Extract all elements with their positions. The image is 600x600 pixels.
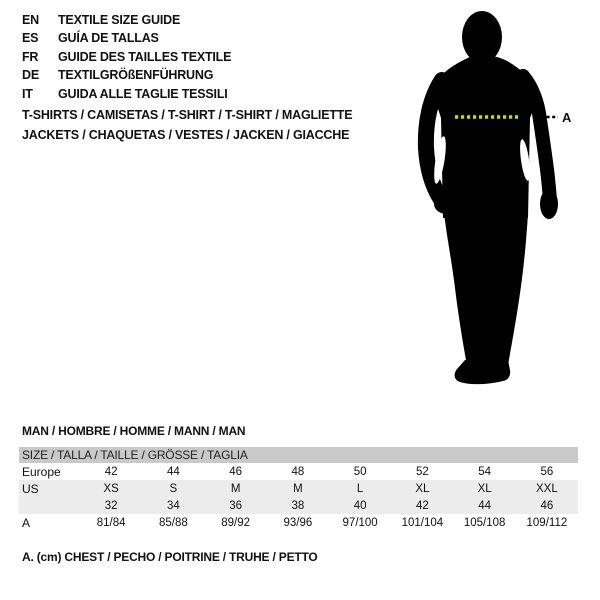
lang-code: EN <box>22 13 39 27</box>
size-cell: XXL <box>536 482 558 495</box>
size-cell: 97/100 <box>342 516 378 529</box>
lang-label: TEXTILE SIZE GUIDE <box>58 13 181 27</box>
size-cell: 40 <box>353 499 367 512</box>
section-heading-man: MAN / HOMBRE / HOMME / MANN / MAN <box>22 424 246 438</box>
size-cell: 54 <box>478 465 492 478</box>
size-cell: 44 <box>478 499 492 512</box>
size-cell: M <box>230 482 241 495</box>
size-cell: 48 <box>291 465 305 478</box>
size-table <box>19 447 578 531</box>
size-cell: 85/88 <box>158 516 188 529</box>
measurement-footnote: A. (cm) CHEST / PECHO / POITRINE / TRUHE / PETTO <box>22 550 318 564</box>
product-line-tshirts: T-SHIRTS / CAMISETAS / T-SHIRT / T-SHIRT / MAGLIETTE <box>22 108 353 122</box>
size-figure <box>415 8 575 398</box>
measurement-a-label: A <box>562 110 572 125</box>
size-cell: 109/112 <box>526 516 568 529</box>
size-cell: 52 <box>415 465 429 478</box>
size-cell: 46 <box>540 499 554 512</box>
size-cell: 32 <box>104 499 118 512</box>
lang-label: GUÍA DE TALLAS <box>58 31 159 46</box>
size-cell: 50 <box>353 465 367 478</box>
lang-code: FR <box>22 49 39 64</box>
silhouette-body <box>434 11 558 384</box>
size-cell: S <box>169 482 178 495</box>
size-cell: L <box>356 482 364 495</box>
size-cell: 36 <box>229 499 243 512</box>
lang-code: IT <box>22 86 33 101</box>
lang-row-fr <box>22 48 231 66</box>
row-label: A <box>22 515 31 530</box>
table-row-us <box>19 480 578 497</box>
table-row-europe <box>19 463 578 480</box>
size-cell: 42 <box>104 465 118 478</box>
size-cell: XL <box>477 482 492 495</box>
table-row-numeric <box>19 497 578 514</box>
size-cell: 42 <box>415 499 429 512</box>
size-cell: 44 <box>166 465 180 478</box>
lang-label: TEXTILGRÖßENFÜHRUNG <box>58 68 214 83</box>
table-header: SIZE / TALLA / TAILLE / GRÖSSE / TAGLIA <box>19 447 578 463</box>
size-cell: 101/104 <box>401 516 444 529</box>
row-label: Europe <box>22 464 61 479</box>
product-types <box>22 105 352 145</box>
size-cell: 93/96 <box>283 516 313 529</box>
size-cell: XL <box>415 482 430 495</box>
size-cell: 34 <box>166 499 180 512</box>
lang-code: DE <box>22 68 39 83</box>
size-cell: XS <box>103 482 119 495</box>
lang-label: GUIDA ALLE TAGLIE TESSILI <box>58 86 228 101</box>
lang-label: GUIDE DES TAILLES TEXTILE <box>58 49 232 64</box>
size-cell: 81/84 <box>96 516 126 529</box>
table-row-chest-cm <box>19 514 578 531</box>
size-cell: 56 <box>540 465 554 478</box>
size-cell: M <box>293 482 303 495</box>
lang-code: ES <box>22 31 39 46</box>
row-label: US <box>22 481 39 496</box>
lang-row-it <box>22 85 231 103</box>
man-silhouette <box>415 8 575 398</box>
product-line-jackets: JACKETS / CHAQUETAS / VESTES / JACKEN / GIACCHE <box>22 128 350 142</box>
lang-row-en <box>22 11 231 29</box>
size-cell: 89/92 <box>221 516 251 529</box>
size-cell: 105/108 <box>463 516 506 529</box>
size-cell: 38 <box>291 499 305 512</box>
size-cell: 46 <box>229 465 243 478</box>
lang-row-de <box>22 66 231 84</box>
language-list <box>22 11 231 103</box>
lang-row-es <box>22 29 231 47</box>
